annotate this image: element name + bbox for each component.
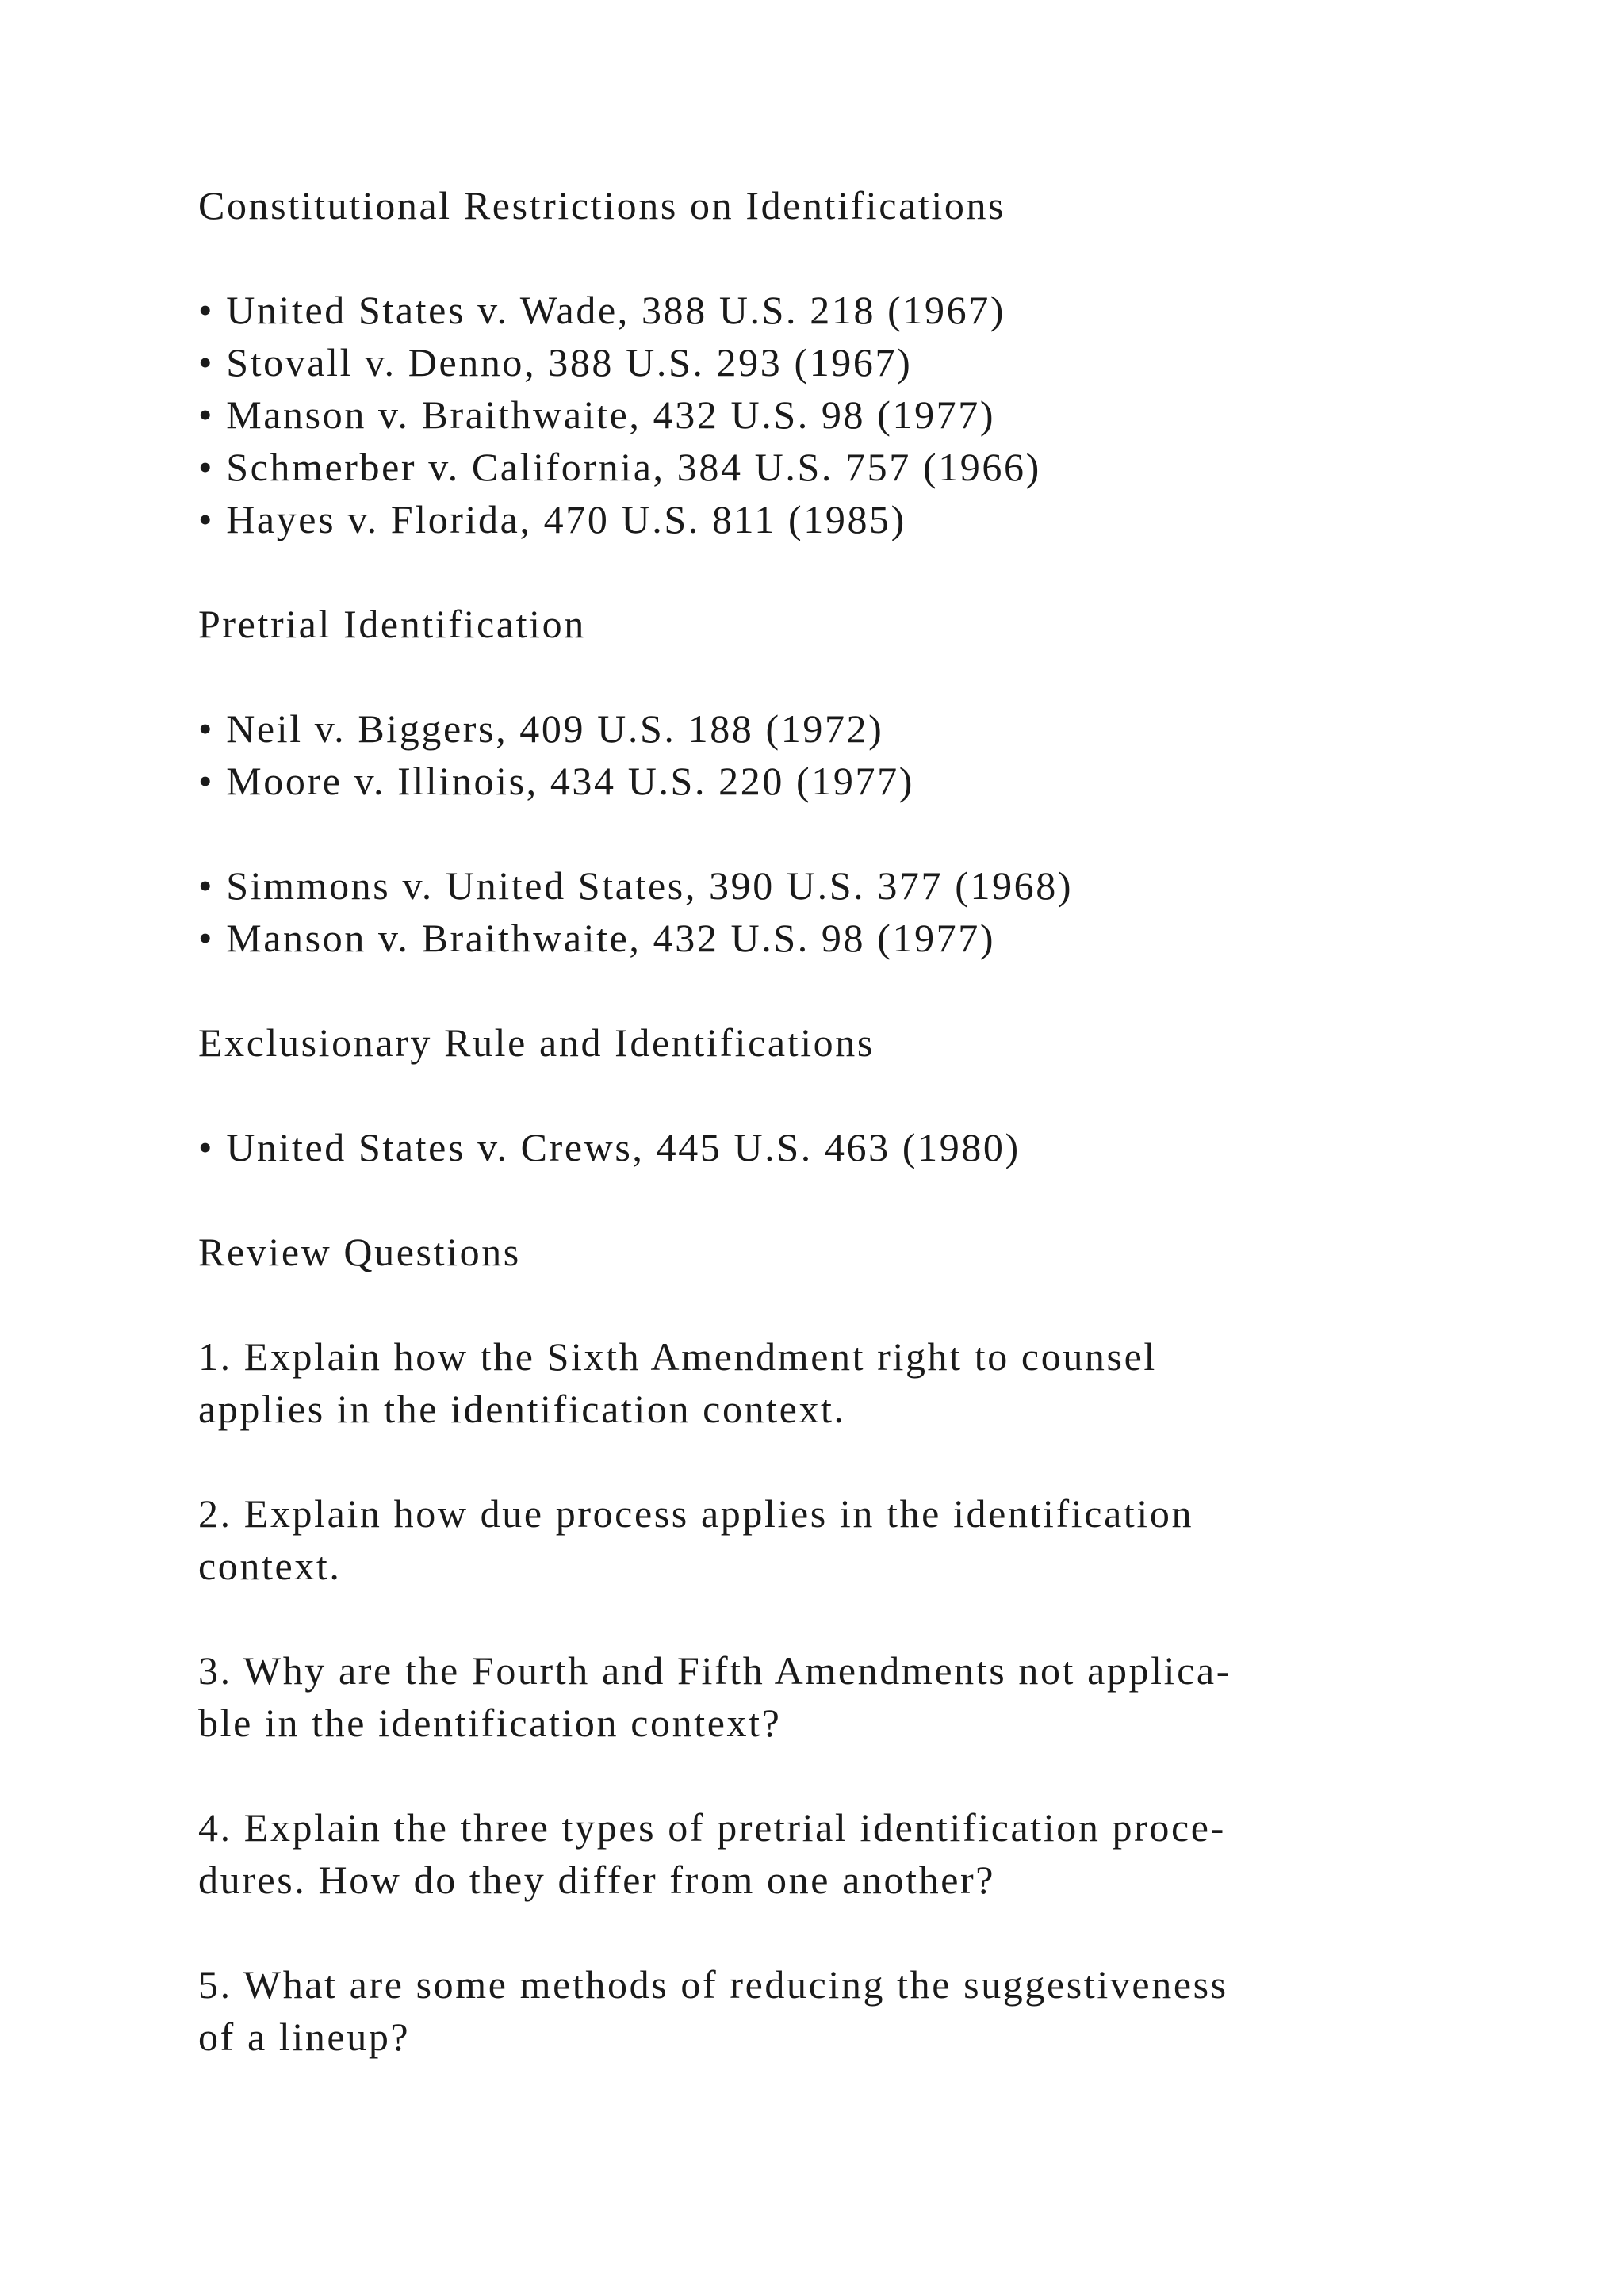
review-question-line: context. <box>198 1544 342 1588</box>
case-citation: • Stovall v. Denno, 388 U.S. 293 (1967) <box>198 340 913 385</box>
spacer <box>198 1173 1546 1226</box>
section-heading-pretrial: Pretrial Identification <box>198 602 586 646</box>
section-heading-review: Review Questions <box>198 1230 521 1274</box>
section-heading-constitutional: Constitutional Restrictions on Identifications <box>198 183 1006 228</box>
spacer <box>198 1278 1546 1330</box>
spacer <box>198 232 1546 284</box>
review-question-line: applies in the identification context. <box>198 1387 846 1431</box>
review-question-line: 4. Explain the three types of pretrial identification proce- <box>198 1805 1226 1850</box>
spacer <box>198 964 1546 1016</box>
case-citation: • United States v. Crews, 445 U.S. 463 (1980) <box>198 1125 1021 1169</box>
review-question-line: ble in the identification context? <box>198 1701 782 1745</box>
case-citation: • Manson v. Braithwaite, 432 U.S. 98 (1977) <box>198 392 996 437</box>
review-question-line: 1. Explain how the Sixth Amendment right to counsel <box>198 1334 1157 1379</box>
case-citation: • Neil v. Biggers, 409 U.S. 188 (1972) <box>198 706 884 751</box>
spacer <box>198 545 1546 598</box>
review-question-line: dures. How do they differ from one another? <box>198 1858 996 1902</box>
review-question-line: of a lineup? <box>198 2015 411 2059</box>
spacer <box>198 1749 1546 1801</box>
spacer <box>198 1906 1546 1958</box>
case-citation: • Hayes v. Florida, 470 U.S. 811 (1985) <box>198 497 906 541</box>
case-citation: • Schmerber v. California, 384 U.S. 757 (1966) <box>198 445 1041 489</box>
document-body <box>198 179 1546 2063</box>
case-citation: • Moore v. Illinois, 434 U.S. 220 (1977) <box>198 759 914 803</box>
case-citation: • United States v. Wade, 388 U.S. 218 (1967) <box>198 288 1006 332</box>
review-question-line: 2. Explain how due process applies in the identification <box>198 1491 1194 1536</box>
review-question-line: 5. What are some methods of reducing the suggestiveness <box>198 1962 1228 2007</box>
case-citation: • Manson v. Braithwaite, 432 U.S. 98 (1977) <box>198 916 996 960</box>
spacer <box>198 650 1546 702</box>
spacer <box>198 807 1546 859</box>
spacer <box>198 1069 1546 1121</box>
section-heading-exclusionary: Exclusionary Rule and Identifications <box>198 1020 875 1065</box>
case-citation: • Simmons v. United States, 390 U.S. 377 (1968) <box>198 863 1074 908</box>
spacer <box>198 1592 1546 1644</box>
spacer <box>198 1435 1546 1487</box>
review-question-line: 3. Why are the Fourth and Fifth Amendments not applica- <box>198 1648 1231 1693</box>
